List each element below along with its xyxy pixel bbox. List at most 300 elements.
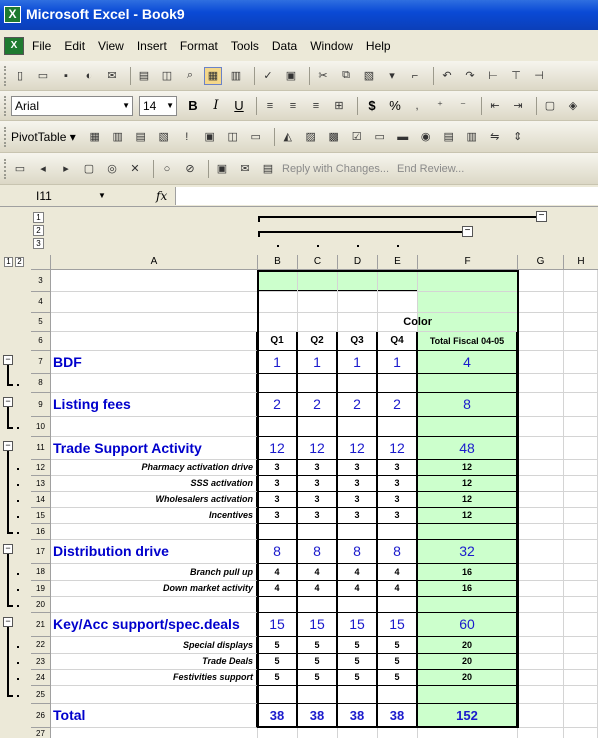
align-right-icon[interactable]: ≡ bbox=[312, 99, 320, 112]
cell-h-16[interactable] bbox=[564, 524, 598, 540]
cell-g-11[interactable] bbox=[518, 437, 564, 460]
cell-q2-19[interactable]: 4 bbox=[298, 581, 338, 597]
cell-q3-20[interactable] bbox=[338, 597, 378, 613]
print-icon[interactable]: ▤ bbox=[138, 70, 150, 82]
pivot-hide-icon[interactable]: ▤ bbox=[135, 131, 146, 143]
reply-with-changes-button[interactable]: Reply with Changes... bbox=[282, 162, 389, 175]
cell-q4-22[interactable]: 5 bbox=[378, 637, 418, 654]
cell-q2-17[interactable]: 8 bbox=[298, 540, 338, 564]
row-header[interactable]: 19 bbox=[31, 581, 51, 597]
option-button-icon[interactable]: ◉ bbox=[420, 131, 431, 143]
cell-q4-8[interactable] bbox=[378, 374, 418, 393]
pivot-refresh-icon[interactable]: ! bbox=[185, 130, 189, 143]
cell-h-21[interactable] bbox=[564, 613, 598, 637]
cell-q3-4[interactable] bbox=[338, 292, 378, 313]
cell-total-25[interactable] bbox=[418, 686, 518, 704]
cell-q1-18[interactable]: 4 bbox=[258, 564, 298, 581]
cell-h-25[interactable] bbox=[564, 686, 598, 704]
cell-q1-13[interactable]: 3 bbox=[258, 476, 298, 492]
reviewing-pane-icon[interactable]: ▤ bbox=[262, 163, 274, 175]
menu-tools[interactable]: Tools bbox=[230, 38, 259, 53]
cell-q4-10[interactable] bbox=[378, 417, 418, 437]
cell-g-24[interactable] bbox=[518, 670, 564, 686]
pivot-format-icon[interactable]: ▦ bbox=[89, 131, 100, 143]
row-outline-level-1[interactable]: 1 bbox=[4, 257, 13, 267]
cell-q1-24[interactable]: 5 bbox=[258, 670, 298, 686]
cell-q1-7[interactable]: 1 bbox=[258, 351, 298, 374]
cell-q2-21[interactable]: 15 bbox=[298, 613, 338, 637]
row-collapse-button[interactable]: − bbox=[3, 441, 13, 451]
cell-q2-22[interactable]: 5 bbox=[298, 637, 338, 654]
cell-q4-20[interactable] bbox=[378, 597, 418, 613]
cell-g-8[interactable] bbox=[518, 374, 564, 393]
column-header-f[interactable]: F bbox=[418, 255, 518, 270]
cell-q4-26[interactable]: 38 bbox=[378, 704, 418, 728]
cell-q3-7[interactable]: 1 bbox=[338, 351, 378, 374]
cell-a-13[interactable]: SSS activation bbox=[51, 476, 258, 492]
cell-q2-14[interactable]: 3 bbox=[298, 492, 338, 508]
cell-h-15[interactable] bbox=[564, 508, 598, 524]
chart-wizard-icon[interactable]: ⊢ bbox=[488, 70, 498, 82]
cut-icon[interactable]: ✂ bbox=[318, 70, 328, 82]
toolbar-grip[interactable] bbox=[4, 96, 7, 116]
cell-a-18[interactable]: Branch pull up bbox=[51, 564, 258, 581]
undo-icon[interactable]: ↶ bbox=[442, 70, 452, 82]
cell-total-17[interactable]: 32 bbox=[418, 540, 518, 564]
row-detail-dot[interactable] bbox=[17, 468, 19, 470]
save-icon[interactable]: ▪ bbox=[64, 69, 68, 82]
cell-q1-22[interactable]: 5 bbox=[258, 637, 298, 654]
cell-total-14[interactable]: 12 bbox=[418, 492, 518, 508]
cell-q1-11[interactable]: 12 bbox=[258, 437, 298, 460]
cell-a-10[interactable] bbox=[51, 417, 258, 437]
cell-total-4[interactable] bbox=[418, 292, 518, 313]
cell-h-11[interactable] bbox=[564, 437, 598, 460]
cell-a-5[interactable] bbox=[51, 313, 258, 332]
cell-q4-6[interactable]: Q4 bbox=[378, 332, 418, 351]
drawing-icon[interactable]: ⊣ bbox=[534, 70, 544, 82]
cell-a-23[interactable]: Trade Deals bbox=[51, 654, 258, 670]
format-painter-icon[interactable]: ⌐ bbox=[411, 69, 419, 82]
col-detail-dot[interactable] bbox=[397, 245, 399, 247]
cell-q3-25[interactable] bbox=[338, 686, 378, 704]
cell-q1-8[interactable] bbox=[258, 374, 298, 393]
cell-h-22[interactable] bbox=[564, 637, 598, 654]
row-header[interactable]: 20 bbox=[31, 597, 51, 613]
show-comment-icon[interactable]: ▢ bbox=[83, 163, 95, 175]
view-code-icon[interactable]: ▩ bbox=[328, 131, 339, 143]
cell-a-17[interactable]: Distribution drive bbox=[51, 540, 258, 564]
cell-h-5[interactable] bbox=[564, 313, 598, 332]
spelling-icon[interactable]: ✓ bbox=[263, 70, 273, 82]
cell-a-24[interactable]: Festivities support bbox=[51, 670, 258, 686]
cell-total-27[interactable] bbox=[418, 728, 518, 738]
cell-a-26[interactable]: Total bbox=[51, 704, 258, 728]
italic-button[interactable]: I bbox=[213, 98, 219, 113]
cell-a-11[interactable]: Trade Support Activity bbox=[51, 437, 258, 460]
row-collapse-button[interactable]: − bbox=[3, 544, 13, 554]
cell-q3-6[interactable]: Q3 bbox=[338, 332, 378, 351]
email-icon[interactable]: ✉ bbox=[107, 70, 117, 82]
menu-data[interactable]: Data bbox=[271, 38, 298, 53]
row-detail-dot[interactable] bbox=[17, 516, 19, 518]
row-detail-dot[interactable] bbox=[17, 384, 19, 386]
cell-h-4[interactable] bbox=[564, 292, 598, 313]
column-header-b[interactable]: B bbox=[258, 255, 298, 270]
cell-h-6[interactable] bbox=[564, 332, 598, 351]
cell-q4-27[interactable] bbox=[378, 728, 418, 738]
open-icon[interactable]: ▭ bbox=[37, 70, 49, 82]
menu-edit[interactable]: Edit bbox=[64, 38, 86, 53]
align-left-icon[interactable]: ≡ bbox=[266, 99, 274, 112]
layout-icon[interactable]: ▥ bbox=[230, 70, 242, 82]
row-header[interactable]: 9 bbox=[31, 393, 51, 417]
pivot-chart-icon[interactable]: ▥ bbox=[112, 131, 123, 143]
properties-icon[interactable]: ▨ bbox=[305, 131, 316, 143]
cell-q1-3[interactable] bbox=[258, 270, 298, 292]
cell-total-26[interactable]: 152 bbox=[418, 704, 518, 728]
cell-g-19[interactable] bbox=[518, 581, 564, 597]
row-detail-dot[interactable] bbox=[17, 532, 19, 534]
cell-h-24[interactable] bbox=[564, 670, 598, 686]
show-all-comments-icon[interactable]: ◎ bbox=[107, 163, 117, 175]
increase-indent-icon[interactable]: ⇥ bbox=[513, 100, 523, 112]
row-header[interactable]: 8 bbox=[31, 374, 51, 393]
research-book-icon[interactable]: ▣ bbox=[285, 70, 297, 82]
cell-h-27[interactable] bbox=[564, 728, 598, 738]
cell-h-23[interactable] bbox=[564, 654, 598, 670]
cell-total-22[interactable]: 20 bbox=[418, 637, 518, 654]
cell-q1-6[interactable]: Q1 bbox=[258, 332, 298, 351]
menu-help[interactable]: Help bbox=[365, 38, 391, 53]
row-detail-dot[interactable] bbox=[17, 646, 19, 648]
cell-q4-11[interactable]: 12 bbox=[378, 437, 418, 460]
cell-q3-10[interactable] bbox=[338, 417, 378, 437]
cell-a-16[interactable] bbox=[51, 524, 258, 540]
pivot-show-icon[interactable]: ▧ bbox=[158, 131, 169, 143]
cell-g-15[interactable] bbox=[518, 508, 564, 524]
cell-total-9[interactable]: 8 bbox=[418, 393, 518, 417]
row-detail-dot[interactable] bbox=[17, 427, 19, 429]
row-header[interactable]: 17 bbox=[31, 540, 51, 564]
menu-insert[interactable]: Insert bbox=[136, 38, 167, 53]
cell-q3-18[interactable]: 4 bbox=[338, 564, 378, 581]
cell-q3-9[interactable]: 2 bbox=[338, 393, 378, 417]
col-detail-dot[interactable] bbox=[277, 245, 279, 247]
row-header[interactable]: 13 bbox=[31, 476, 51, 492]
cell-total-11[interactable]: 48 bbox=[418, 437, 518, 460]
row-detail-dot[interactable] bbox=[17, 678, 19, 680]
cell-q2-6[interactable]: Q2 bbox=[298, 332, 338, 351]
row-detail-dot[interactable] bbox=[17, 605, 19, 607]
cell-q1-23[interactable]: 5 bbox=[258, 654, 298, 670]
cell-a-21[interactable]: Key/Acc support/spec.deals bbox=[51, 613, 258, 637]
row-header[interactable]: 25 bbox=[31, 686, 51, 704]
cell-q4-24[interactable]: 5 bbox=[378, 670, 418, 686]
listbox-icon[interactable]: ▤ bbox=[443, 131, 454, 143]
row-detail-dot[interactable] bbox=[17, 695, 19, 697]
track-changes-icon[interactable]: ▣ bbox=[216, 163, 228, 175]
col-outline-level-2[interactable]: 2 bbox=[33, 225, 44, 236]
cell-a-25[interactable] bbox=[51, 686, 258, 704]
cell-q1-19[interactable]: 4 bbox=[258, 581, 298, 597]
row-header[interactable]: 14 bbox=[31, 492, 51, 508]
cell-a-3[interactable] bbox=[51, 270, 258, 292]
cell-q1-10[interactable] bbox=[258, 417, 298, 437]
grid-icon[interactable]: ▦ bbox=[204, 67, 222, 85]
percent-button[interactable]: % bbox=[389, 98, 401, 113]
cell-a-7[interactable]: BDF bbox=[51, 351, 258, 374]
end-review-button[interactable]: End Review... bbox=[397, 162, 465, 175]
cell-g-7[interactable] bbox=[518, 351, 564, 374]
redo-icon[interactable]: ↷ bbox=[465, 70, 475, 82]
cell-h-20[interactable] bbox=[564, 597, 598, 613]
cell-a-6[interactable] bbox=[51, 332, 258, 351]
copy-icon[interactable]: ⧉ bbox=[342, 69, 350, 81]
underline-button[interactable]: U bbox=[234, 98, 244, 113]
cell-q3-23[interactable]: 5 bbox=[338, 654, 378, 670]
workbook-icon[interactable]: X bbox=[4, 37, 24, 55]
cell-q4-13[interactable]: 3 bbox=[378, 476, 418, 492]
ink-comment-icon[interactable]: ○ bbox=[163, 162, 171, 175]
cell-g-26[interactable] bbox=[518, 704, 564, 728]
new-icon[interactable]: ▯ bbox=[16, 70, 24, 82]
cell-q2-11[interactable]: 12 bbox=[298, 437, 338, 460]
cell-g-10[interactable] bbox=[518, 417, 564, 437]
cell-q2-15[interactable]: 3 bbox=[298, 508, 338, 524]
column-header-d[interactable]: D bbox=[338, 255, 378, 270]
menu-file[interactable]: File bbox=[32, 38, 52, 53]
permission-icon[interactable]: ◐ bbox=[85, 69, 93, 82]
cell-total-12[interactable]: 12 bbox=[418, 460, 518, 476]
cell-a-9[interactable]: Listing fees bbox=[51, 393, 258, 417]
cell-q4-17[interactable]: 8 bbox=[378, 540, 418, 564]
row-header[interactable]: 10 bbox=[31, 417, 51, 437]
cell-total-6[interactable]: Total Fiscal 04-05 bbox=[418, 332, 518, 351]
cell-h-26[interactable] bbox=[564, 704, 598, 728]
textbox-icon[interactable]: ▭ bbox=[374, 131, 385, 143]
cell-q4-12[interactable]: 3 bbox=[378, 460, 418, 476]
row-header[interactable]: 26 bbox=[31, 704, 51, 728]
cell-q1-14[interactable]: 3 bbox=[258, 492, 298, 508]
cell-g-17[interactable] bbox=[518, 540, 564, 564]
cell-a-4[interactable] bbox=[51, 292, 258, 313]
row-header[interactable]: 16 bbox=[31, 524, 51, 540]
comma-style-icon[interactable]: , bbox=[415, 99, 419, 112]
cell-g-4[interactable] bbox=[518, 292, 564, 313]
cell-q3-3[interactable] bbox=[338, 270, 378, 292]
col-collapse-button[interactable]: − bbox=[462, 226, 473, 237]
column-header-a[interactable]: A bbox=[51, 255, 258, 270]
row-header[interactable]: 24 bbox=[31, 670, 51, 686]
cell-q3-8[interactable] bbox=[338, 374, 378, 393]
toolbar-grip[interactable] bbox=[4, 66, 7, 86]
cell-g-16[interactable] bbox=[518, 524, 564, 540]
row-detail-dot[interactable] bbox=[17, 573, 19, 575]
cell-q1-15[interactable]: 3 bbox=[258, 508, 298, 524]
cell-q3-17[interactable]: 8 bbox=[338, 540, 378, 564]
decrease-decimal-icon[interactable]: ⁻ bbox=[460, 100, 466, 112]
cell-q1-26[interactable]: 38 bbox=[258, 704, 298, 728]
formula-input[interactable] bbox=[175, 187, 598, 205]
toggle-icon[interactable]: ⇋ bbox=[490, 131, 500, 143]
cell-g-27[interactable] bbox=[518, 728, 564, 738]
cell-a-19[interactable]: Down market activity bbox=[51, 581, 258, 597]
toolbar-grip[interactable] bbox=[4, 159, 7, 179]
cell-h-17[interactable] bbox=[564, 540, 598, 564]
cell-q1-27[interactable] bbox=[258, 728, 298, 738]
cell-q1-9[interactable]: 2 bbox=[258, 393, 298, 417]
cell-h-9[interactable] bbox=[564, 393, 598, 417]
col-detail-dot[interactable] bbox=[317, 245, 319, 247]
menu-format[interactable]: Format bbox=[179, 38, 218, 53]
column-header-h[interactable]: H bbox=[564, 255, 598, 270]
cell-g-13[interactable] bbox=[518, 476, 564, 492]
cell-total-8[interactable] bbox=[418, 374, 518, 393]
cell-g-18[interactable] bbox=[518, 564, 564, 581]
col-outline-level-3[interactable]: 3 bbox=[33, 238, 44, 249]
cell-a-27[interactable] bbox=[51, 728, 258, 738]
increase-decimal-icon[interactable]: ⁺ bbox=[437, 100, 443, 112]
cell-q4-16[interactable] bbox=[378, 524, 418, 540]
pivot-table-icon[interactable]: ◫ bbox=[227, 131, 238, 143]
col-detail-dot[interactable] bbox=[357, 245, 359, 247]
name-box[interactable] bbox=[2, 187, 112, 205]
pivot-list-icon[interactable]: ▭ bbox=[250, 131, 261, 143]
cell-h-8[interactable] bbox=[564, 374, 598, 393]
row-header[interactable]: 23 bbox=[31, 654, 51, 670]
font-select[interactable] bbox=[11, 96, 133, 116]
cell-h-19[interactable] bbox=[564, 581, 598, 597]
row-header[interactable]: 6 bbox=[31, 332, 51, 351]
cell-total-18[interactable]: 16 bbox=[418, 564, 518, 581]
design-mode-icon[interactable]: ◭ bbox=[283, 131, 292, 143]
cell-q4-18[interactable]: 4 bbox=[378, 564, 418, 581]
cell-q2-27[interactable] bbox=[298, 728, 338, 738]
decrease-indent-icon[interactable]: ⇤ bbox=[490, 100, 500, 112]
cell-q2-3[interactable] bbox=[298, 270, 338, 292]
cell-q4-19[interactable]: 4 bbox=[378, 581, 418, 597]
row-detail-dot[interactable] bbox=[17, 662, 19, 664]
pivot-field-icon[interactable]: ▣ bbox=[204, 131, 215, 143]
cell-total-24[interactable]: 20 bbox=[418, 670, 518, 686]
cell-q1-20[interactable] bbox=[258, 597, 298, 613]
align-center-icon[interactable]: ≡ bbox=[289, 99, 297, 112]
print-preview-icon[interactable]: ◫ bbox=[161, 70, 173, 82]
row-header[interactable]: 22 bbox=[31, 637, 51, 654]
pivottable-menu[interactable]: PivotTable ▾ bbox=[11, 129, 76, 144]
sort-icon[interactable]: ⊤ bbox=[511, 70, 521, 82]
cell-q2-13[interactable]: 3 bbox=[298, 476, 338, 492]
cell-q2-8[interactable] bbox=[298, 374, 338, 393]
row-collapse-button[interactable]: − bbox=[3, 617, 13, 627]
delete-ink-icon[interactable]: ⊘ bbox=[185, 163, 195, 175]
column-header-g[interactable]: G bbox=[518, 255, 564, 270]
row-outline-level-2[interactable]: 2 bbox=[15, 257, 24, 267]
cell-q3-12[interactable]: 3 bbox=[338, 460, 378, 476]
cell-q1-25[interactable] bbox=[258, 686, 298, 704]
cell-total-7[interactable]: 4 bbox=[418, 351, 518, 374]
cell-a-15[interactable]: Incentives bbox=[51, 508, 258, 524]
cell-q2-9[interactable]: 2 bbox=[298, 393, 338, 417]
previous-comment-icon[interactable]: ◂ bbox=[40, 163, 46, 175]
cell-h-13[interactable] bbox=[564, 476, 598, 492]
cell-q2-16[interactable] bbox=[298, 524, 338, 540]
borders-icon[interactable]: ▢ bbox=[544, 100, 556, 112]
cell-g-20[interactable] bbox=[518, 597, 564, 613]
bold-button[interactable]: B bbox=[188, 98, 198, 113]
cell-g-22[interactable] bbox=[518, 637, 564, 654]
cell-total-19[interactable]: 16 bbox=[418, 581, 518, 597]
cell-q3-22[interactable]: 5 bbox=[338, 637, 378, 654]
cell-g-12[interactable] bbox=[518, 460, 564, 476]
cell-h-3[interactable] bbox=[564, 270, 598, 292]
cell-total-23[interactable]: 20 bbox=[418, 654, 518, 670]
toolbar-grip[interactable] bbox=[4, 127, 7, 147]
row-header[interactable]: 15 bbox=[31, 508, 51, 524]
chevron-down-icon[interactable]: ▼ bbox=[98, 190, 106, 200]
button-control-icon[interactable]: ▬ bbox=[397, 130, 409, 143]
row-header[interactable]: 27 bbox=[31, 728, 51, 738]
cell-q1-4[interactable] bbox=[258, 292, 298, 313]
cell-q3-27[interactable] bbox=[338, 728, 378, 738]
col-outline-level-1[interactable]: 1 bbox=[33, 212, 44, 223]
cell-q4-3[interactable] bbox=[378, 270, 418, 292]
cell-q3-14[interactable]: 3 bbox=[338, 492, 378, 508]
cell-q1-16[interactable] bbox=[258, 524, 298, 540]
cell-q4-21[interactable]: 15 bbox=[378, 613, 418, 637]
combobox-icon[interactable]: ▥ bbox=[466, 131, 477, 143]
cell-g-25[interactable] bbox=[518, 686, 564, 704]
row-header[interactable]: 4 bbox=[31, 292, 51, 313]
next-comment-icon[interactable]: ▸ bbox=[63, 163, 69, 175]
cell-a-22[interactable]: Special displays bbox=[51, 637, 258, 654]
checkbox-icon[interactable]: ☑ bbox=[351, 131, 362, 143]
delete-comment-icon[interactable]: ✕ bbox=[130, 163, 140, 175]
row-header[interactable]: 3 bbox=[31, 270, 51, 292]
cell-total-15[interactable]: 12 bbox=[418, 508, 518, 524]
cell-g-5[interactable] bbox=[518, 313, 564, 332]
cell-a-12[interactable]: Pharmacy activation drive bbox=[51, 460, 258, 476]
cell-h-14[interactable] bbox=[564, 492, 598, 508]
cell-g-6[interactable] bbox=[518, 332, 564, 351]
cell-q2-25[interactable] bbox=[298, 686, 338, 704]
cell-q4-23[interactable]: 5 bbox=[378, 654, 418, 670]
row-detail-dot[interactable] bbox=[17, 589, 19, 591]
column-header-e[interactable]: E bbox=[378, 255, 418, 270]
cell-q2-4[interactable] bbox=[298, 292, 338, 313]
cell-q4-15[interactable]: 3 bbox=[378, 508, 418, 524]
cell-q3-11[interactable]: 12 bbox=[338, 437, 378, 460]
font-size-select[interactable] bbox=[139, 96, 177, 116]
cell-a-20[interactable] bbox=[51, 597, 258, 613]
cell-total-21[interactable]: 60 bbox=[418, 613, 518, 637]
cell-h-10[interactable] bbox=[564, 417, 598, 437]
cell-total-13[interactable]: 12 bbox=[418, 476, 518, 492]
cell-q1-21[interactable]: 15 bbox=[258, 613, 298, 637]
cell-q3-13[interactable]: 3 bbox=[338, 476, 378, 492]
cell-q3-24[interactable]: 5 bbox=[338, 670, 378, 686]
cell-g-23[interactable] bbox=[518, 654, 564, 670]
row-header[interactable]: 7 bbox=[31, 351, 51, 374]
paste-options-icon[interactable]: ▾ bbox=[389, 70, 395, 82]
cell-q4-9[interactable]: 2 bbox=[378, 393, 418, 417]
merge-center-icon[interactable]: ⊞ bbox=[334, 100, 344, 112]
cell-total-10[interactable] bbox=[418, 417, 518, 437]
row-detail-dot[interactable] bbox=[17, 500, 19, 502]
cell-total-3[interactable] bbox=[418, 270, 518, 292]
row-header[interactable]: 21 bbox=[31, 613, 51, 637]
